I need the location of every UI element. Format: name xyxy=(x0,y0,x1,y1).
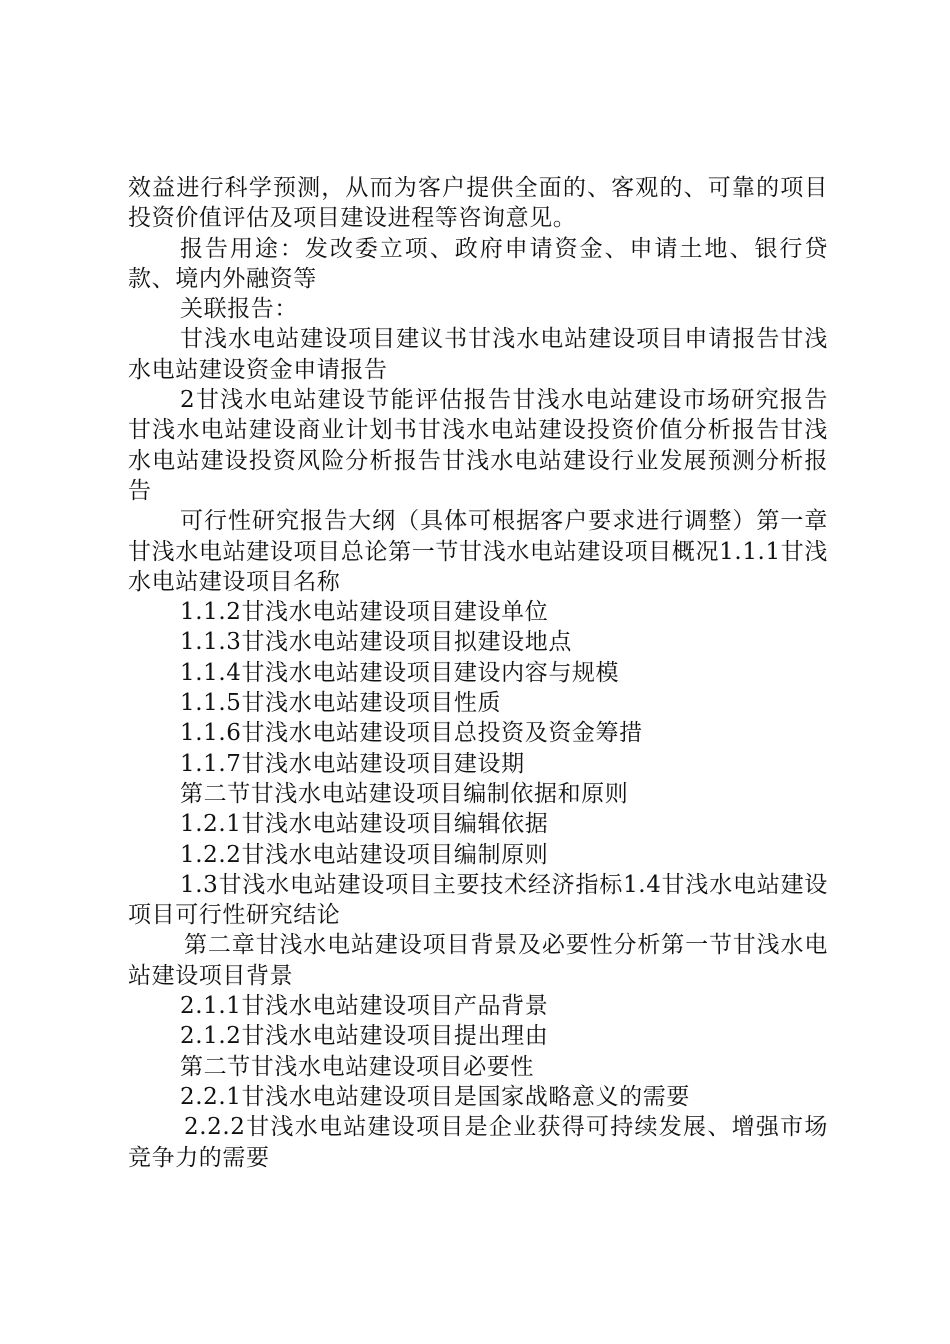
paragraph-10: 1.1.5甘浅水电站建设项目性质 xyxy=(180,690,502,717)
paragraph-16: 1.3甘浅水电站建设项目主要技术经济指标1.4甘浅水电站建设项目可行性研究结论 xyxy=(128,871,828,929)
paragraph-3: 关联报告： xyxy=(180,296,298,323)
paragraph-7: 1.1.2甘浅水电站建设项目建设单位 xyxy=(180,599,549,626)
paragraph-2: 报告用途：发改委立项、政府申请资金、申请土地、银行贷款、境内外融资等 xyxy=(128,235,828,292)
paragraph-9: 1.1.4甘浅水电站建设项目建设内容与规模 xyxy=(180,659,620,686)
paragraph-11: 1.1.6甘浅水电站建设项目总投资及资金筹措 xyxy=(180,720,643,747)
paragraph-14: 1.2.1甘浅水电站建设项目编辑依据 xyxy=(180,811,549,838)
paragraph-19: 2.1.2甘浅水电站建设项目提出理由 xyxy=(180,1023,549,1050)
paragraph-17: 第二章甘浅水电站建设项目背景及必要性分析第一节甘浅水电站建设项目背景 xyxy=(128,932,828,989)
paragraph-13: 第二节甘浅水电站建设项目编制依据和原则 xyxy=(180,780,629,807)
paragraph-12: 1.1.7甘浅水电站建设项目建设期 xyxy=(180,750,525,777)
paragraph-18: 2.1.1甘浅水电站建设项目产品背景 xyxy=(180,993,549,1020)
paragraph-4: 甘浅水电站建设项目建议书甘浅水电站建设项目申请报告甘浅水电站建设资金申请报告 xyxy=(128,326,828,383)
paragraph-8: 1.1.3甘浅水电站建设项目拟建设地点 xyxy=(180,629,572,656)
paragraph-21: 2.2.1甘浅水电站建设项目是国家战略意义的需要 xyxy=(180,1083,690,1110)
paragraph-6: 可行性研究报告大纲（具体可根据客户要求进行调整）第一章甘浅水电站建设项目总论第一节甘浅水电站建设项目概况1.1.1甘浅水电站建设项目名称 xyxy=(128,508,828,595)
paragraph-5: 2甘浅水电站建设节能评估报告甘浅水电站建设市场研究报告甘浅水电站建设商业计划书甘浅水电站建设投资价值分析报告甘浅水电站建设投资风险分析报告甘浅水电站建设行业发展预测分析报告 xyxy=(128,387,828,504)
document-body xyxy=(128,173,828,1173)
paragraph-15: 1.2.2甘浅水电站建设项目编制原则 xyxy=(180,841,549,868)
paragraph-20: 第二节甘浅水电站建设项目必要性 xyxy=(180,1053,534,1080)
paragraph-1: 效益进行科学预测，从而为客户提供全面的、客观的、可靠的项目投资价值评估及项目建设进程等咨询意见。 xyxy=(128,175,828,232)
paragraph-22: 2.2.2甘浅水电站建设项目是企业获得可持续发展、增强市场竞争力的需要 xyxy=(128,1114,828,1171)
